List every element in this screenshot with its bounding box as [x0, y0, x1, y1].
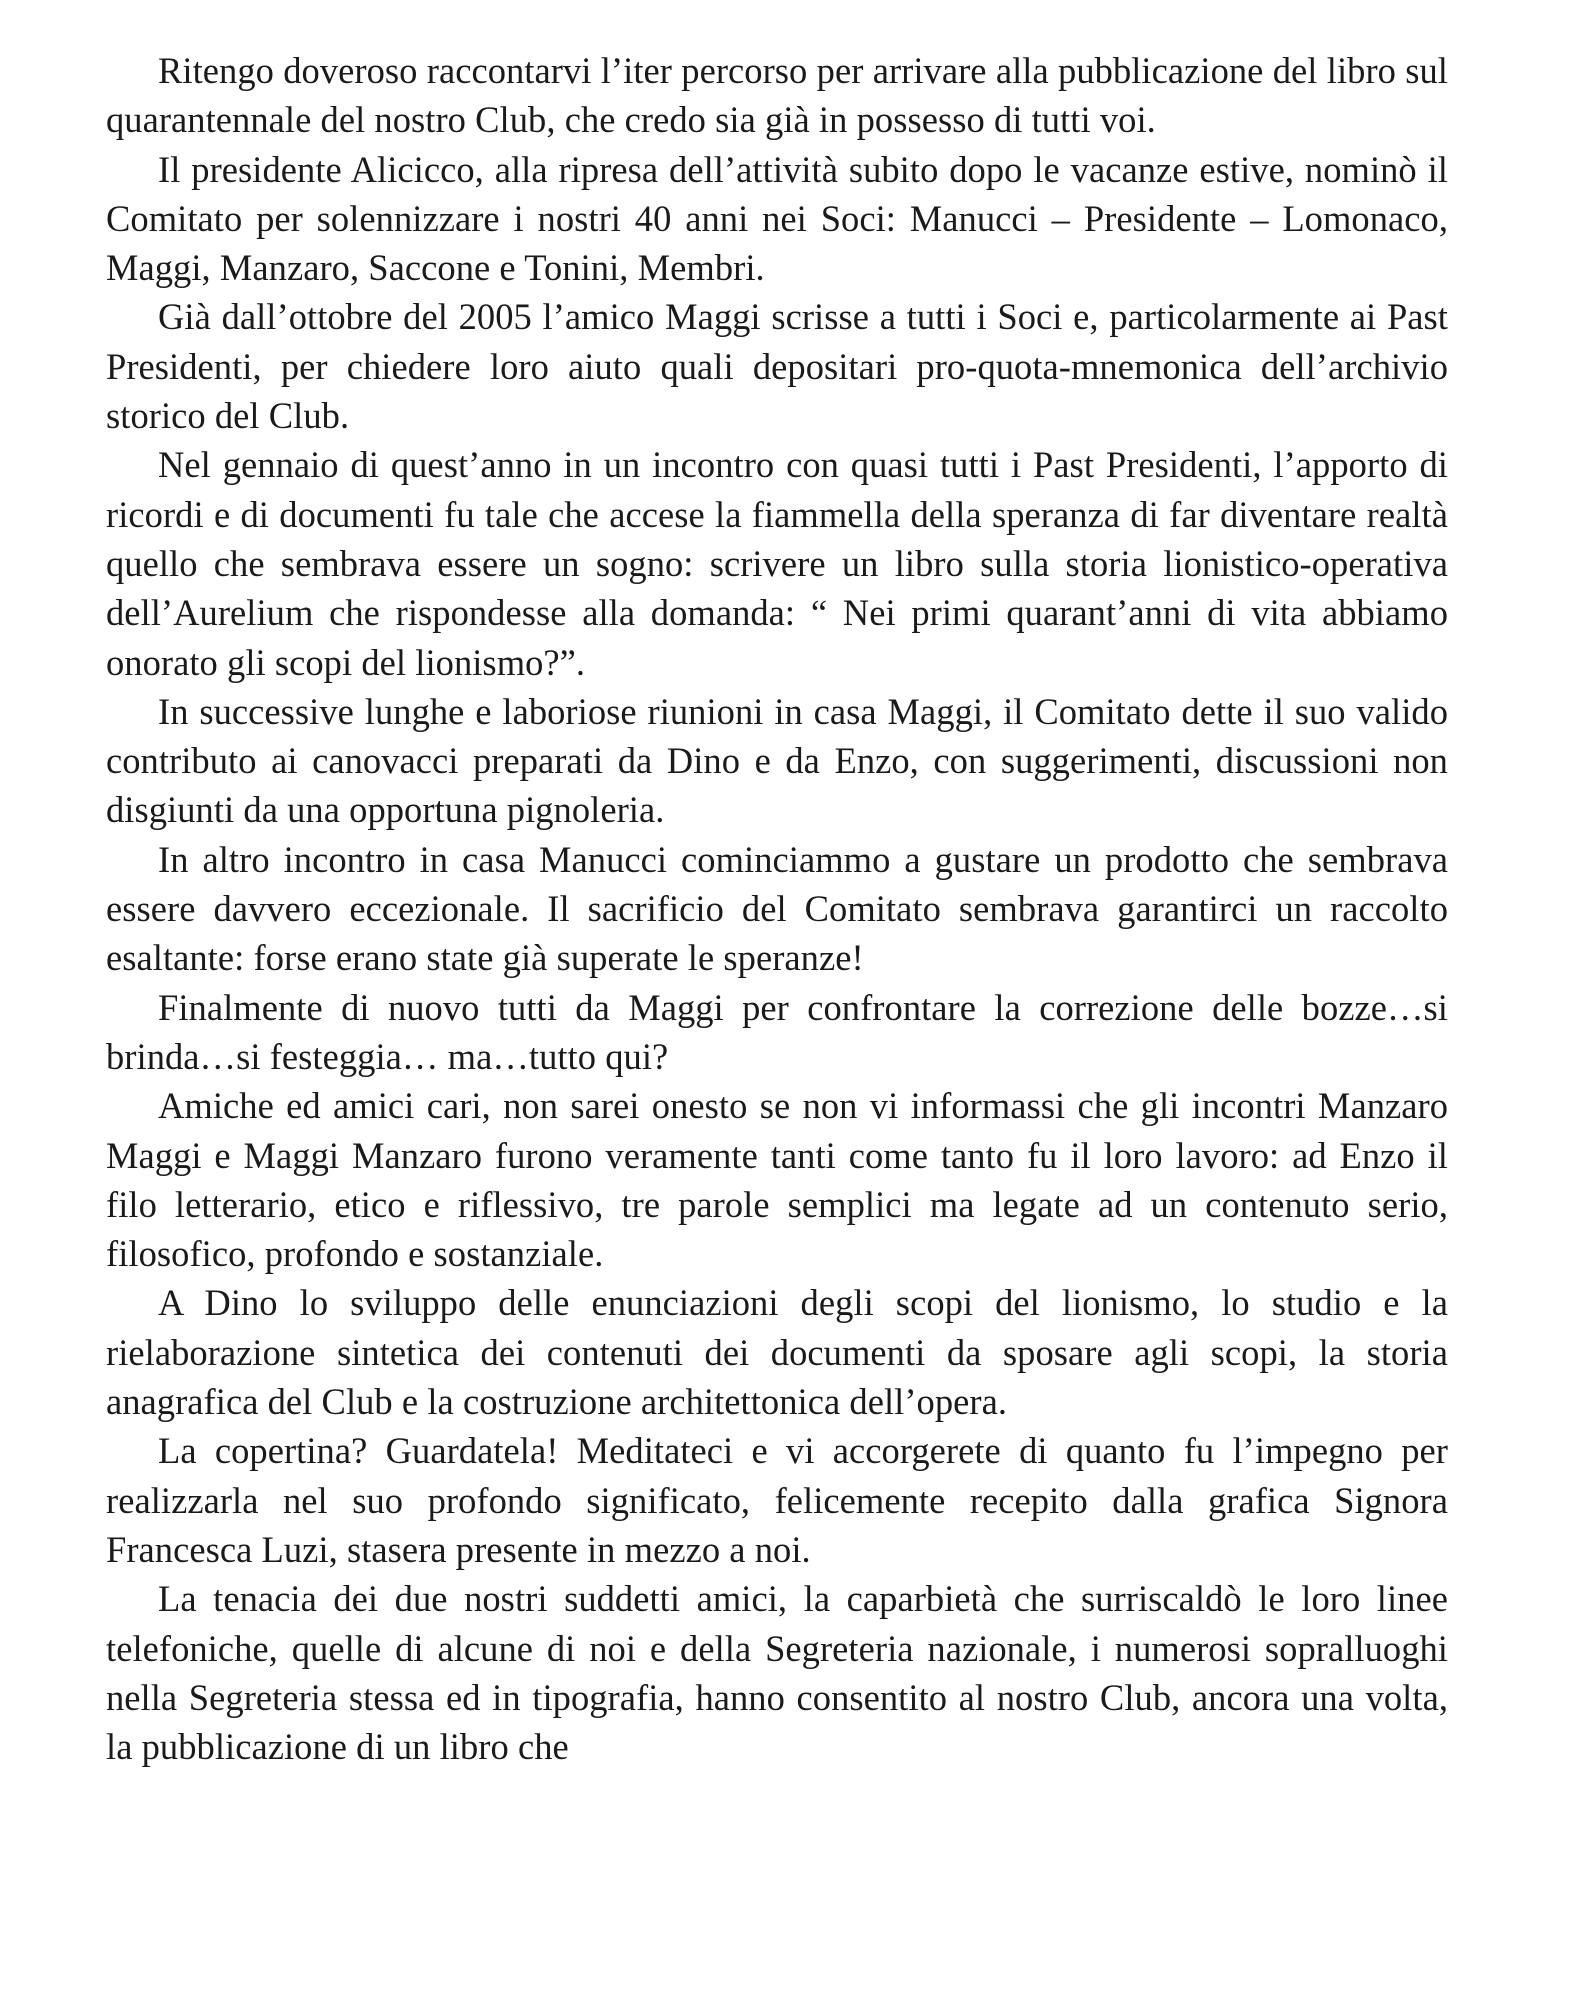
paragraph-copertina: La copertina? Guardatela! Meditateci e vi accorgerete di quanto fu l’impegno per realizzarla nel suo profondo significato, felicemente recepito dalla grafica Signora Francesca Luzi, stasera presente in mezzo a noi.	[106, 1430, 1448, 1570]
paragraph-ottobre-2005: Già dall’ottobre del 2005 l’amico Maggi scrisse a tutti i Soci e, particolarmente ai Past Presidenti, per chiedere loro aiuto quali depositari pro-quota-mnemonica dell’archivio storico del Club.	[106, 296, 1448, 437]
paragraph-amiche-amici: Amiche ed amici cari, non sarei onesto se non vi informassi che gli incontri Manzaro Maggi e Maggi Manzaro furono veramente tanti come tanto fu il loro lavoro: ad Enzo il filo letterario, etico e riflessivo, tre parole semplici ma legate ad un contenuto serio, filosofico, profondo e sostanziale.	[106, 1085, 1448, 1275]
document-body	[106, 46, 1448, 1771]
paragraph-comitato: Il presidente Alicicco, alla ripresa dell’attività subito dopo le vacanze estive, nominò il Comitato per solennizzare i nostri 40 anni nei Soci: Manucci – Presidente – Lomonaco, Maggi, Manzaro, Saccone e Tonini, Membri.	[106, 148, 1448, 289]
paragraph-bozze: Finalmente di nuovo tutti da Maggi per confrontare la correzione delle bozze…si brinda…si festeggia… ma…tutto qui?	[106, 986, 1448, 1077]
paragraph-casa-manucci: In altro incontro in casa Manucci cominciammo a gustare un prodotto che sembrava essere davvero eccezionale. Il sacrificio del Comitato sembrava garantirci un raccolto esaltante: forse erano state già superate le speranze!	[106, 838, 1448, 979]
paragraph-riunioni-maggi: In successive lunghe e laboriose riunioni in casa Maggi, il Comitato dette il suo valido contributo ai canovacci preparati da Dino e da Enzo, con suggerimenti, discussioni non disgiunti da una opportuna pignoleria.	[106, 690, 1448, 831]
paragraph-gennaio: Nel gennaio di quest’anno in un incontro con quasi tutti i Past Presidenti, l’apporto di ricordi e di documenti fu tale che accese la fiammella della speranza di far diventare realtà quello che sembrava essere un sogno: scrivere un libro sulla storia lionistico-operativa dell’Aurelium che rispondesse alla domanda: “ Nei primi quarant’anni di vita abbiamo onorato gli scopi del lionismo?”.	[106, 444, 1448, 683]
paragraph-iter: Ritengo doveroso raccontarvi l’iter percorso per arrivare alla pubblicazione del libro sul quarantennale del nostro Club, che credo sia già in possesso di tutti voi.	[106, 50, 1448, 141]
paragraph-dino: A Dino lo sviluppo delle enunciazioni degli scopi del lionismo, lo studio e la rielaborazione sintetica dei contenuti dei documenti da sposare agli scopi, la storia anagrafica del Club e la costruzione architettonica dell’opera.	[106, 1282, 1448, 1423]
paragraph-tenacia: La tenacia dei due nostri suddetti amici, la caparbietà che surriscaldò le loro linee telefoniche, quelle di alcune di noi e della Segreteria nazionale, i numerosi sopralluoghi nella Segreteria stessa ed in tipografia, hanno consentito al nostro Club, ancora una volta, la pubblicazione di un libro che	[106, 1578, 1448, 1768]
